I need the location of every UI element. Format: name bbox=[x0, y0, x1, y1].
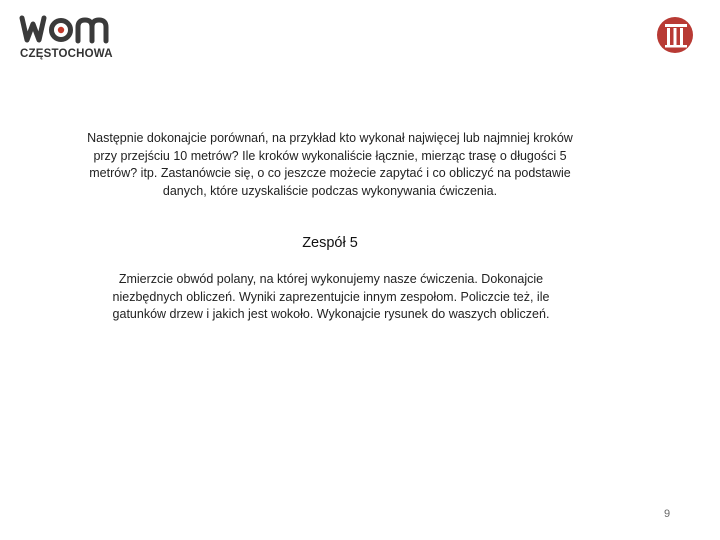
team-heading: Zespół 5 bbox=[302, 235, 358, 251]
team-task-paragraph: Zmierzcie obwód polany, na której wykonujemy nasze ćwiczenia. Dokonajcie niezbędnych obliczeń. Wyniki zaprezentujcie innym zespołom. Policzcie też, ile gatunków drzew i jakich jest wokoło. Wykonajcie rysunek do waszych obliczeń. bbox=[112, 272, 550, 321]
university-columns-icon bbox=[655, 15, 695, 55]
instruction-paragraph: Następnie dokonajcie porównań, na przykład kto wykonał najwięcej lub najmniej kroków przy przejściu 10 metrów? Ile kroków wykonaliście łącznie, mierząc trasę o długości 5 metrów? itp. Zastanówcie się, o co jeszcze możecie zapytać i co obliczyć na podstawie danych, które uzyskaliście podczas wykonywania ćwiczenia. bbox=[87, 131, 573, 198]
wom-logo bbox=[18, 12, 114, 62]
page-number: 9 bbox=[664, 508, 671, 520]
logo-city-name: CZĘSTOCHOWA bbox=[20, 48, 113, 60]
wom-wordmark-icon bbox=[18, 12, 114, 46]
